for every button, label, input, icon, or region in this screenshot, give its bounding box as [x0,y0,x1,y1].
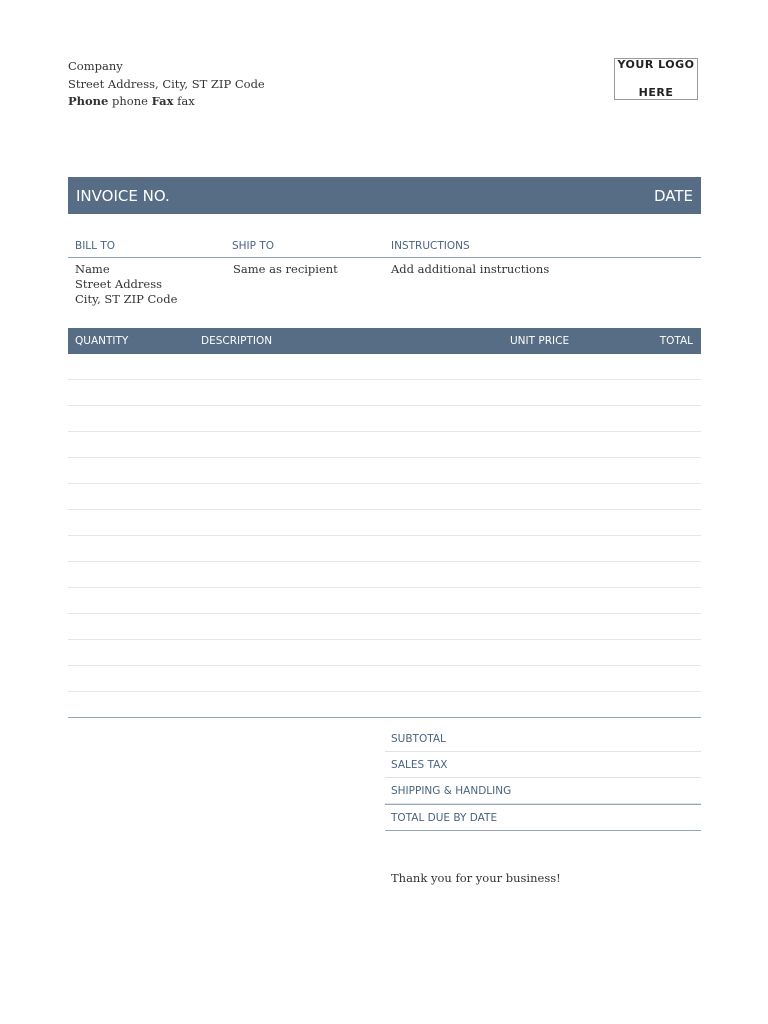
column-total: TOTAL [659,335,693,347]
total-due-row [385,804,701,831]
info-headers [68,238,701,257]
table-row [68,510,701,536]
subtotal-label: SUBTOTAL [391,732,446,745]
table-row [68,354,701,380]
logo-line-2: HERE [638,86,674,99]
shipping-row [385,778,701,804]
thank-you-note: Thank you for your business! [391,871,561,885]
bill-to-street: Street Address [75,277,163,291]
items-table-body [68,354,701,718]
table-row [68,406,701,432]
table-row [68,640,701,666]
items-table-header [68,328,701,354]
invoice-title-bar [68,177,701,214]
fax-label: Fax [151,94,174,108]
instructions-header: INSTRUCTIONS [391,240,470,252]
phone-value: phone [112,94,148,108]
table-row [68,588,701,614]
subtotal-row [385,726,701,752]
table-row [68,562,701,588]
fax-value: fax [177,94,195,108]
bill-to-city: City, ST ZIP Code [75,292,178,306]
ship-to-header: SHIP TO [232,240,275,252]
table-row [68,458,701,484]
instructions-value: Add additional instructions [391,262,550,276]
company-name: Company [68,59,123,73]
invoice-date-label: DATE [653,186,693,205]
table-row [68,692,701,718]
bill-to-name: Name [75,262,110,276]
table-row [68,666,701,692]
ship-to-value: Same as recipient [233,262,338,276]
info-divider [68,257,701,258]
totals-block [385,726,701,831]
invoice-number-label: INVOICE NO. [76,186,170,205]
column-description: DESCRIPTION [201,335,273,347]
sales-tax-label: SALES TAX [391,758,448,771]
table-row [68,536,701,562]
phone-label: Phone [68,94,109,108]
company-info [68,58,265,111]
sales-tax-row [385,752,701,778]
logo-placeholder [614,58,698,100]
column-unit-price: UNIT PRICE [510,335,570,347]
ship-to-details [233,262,338,277]
table-row [68,380,701,406]
total-due-label: TOTAL DUE BY DATE [391,811,498,824]
shipping-label: SHIPPING & HANDLING [391,784,512,797]
table-row [68,614,701,640]
company-contact [68,93,265,111]
bill-to-details [75,262,177,307]
instructions-details [391,262,549,277]
table-row [68,484,701,510]
logo-line-1: YOUR LOGO [617,58,695,71]
bill-to-header: BILL TO [75,240,116,252]
company-address: Street Address, City, ST ZIP Code [68,76,265,91]
column-quantity: QUANTITY [75,335,129,347]
table-row [68,432,701,458]
